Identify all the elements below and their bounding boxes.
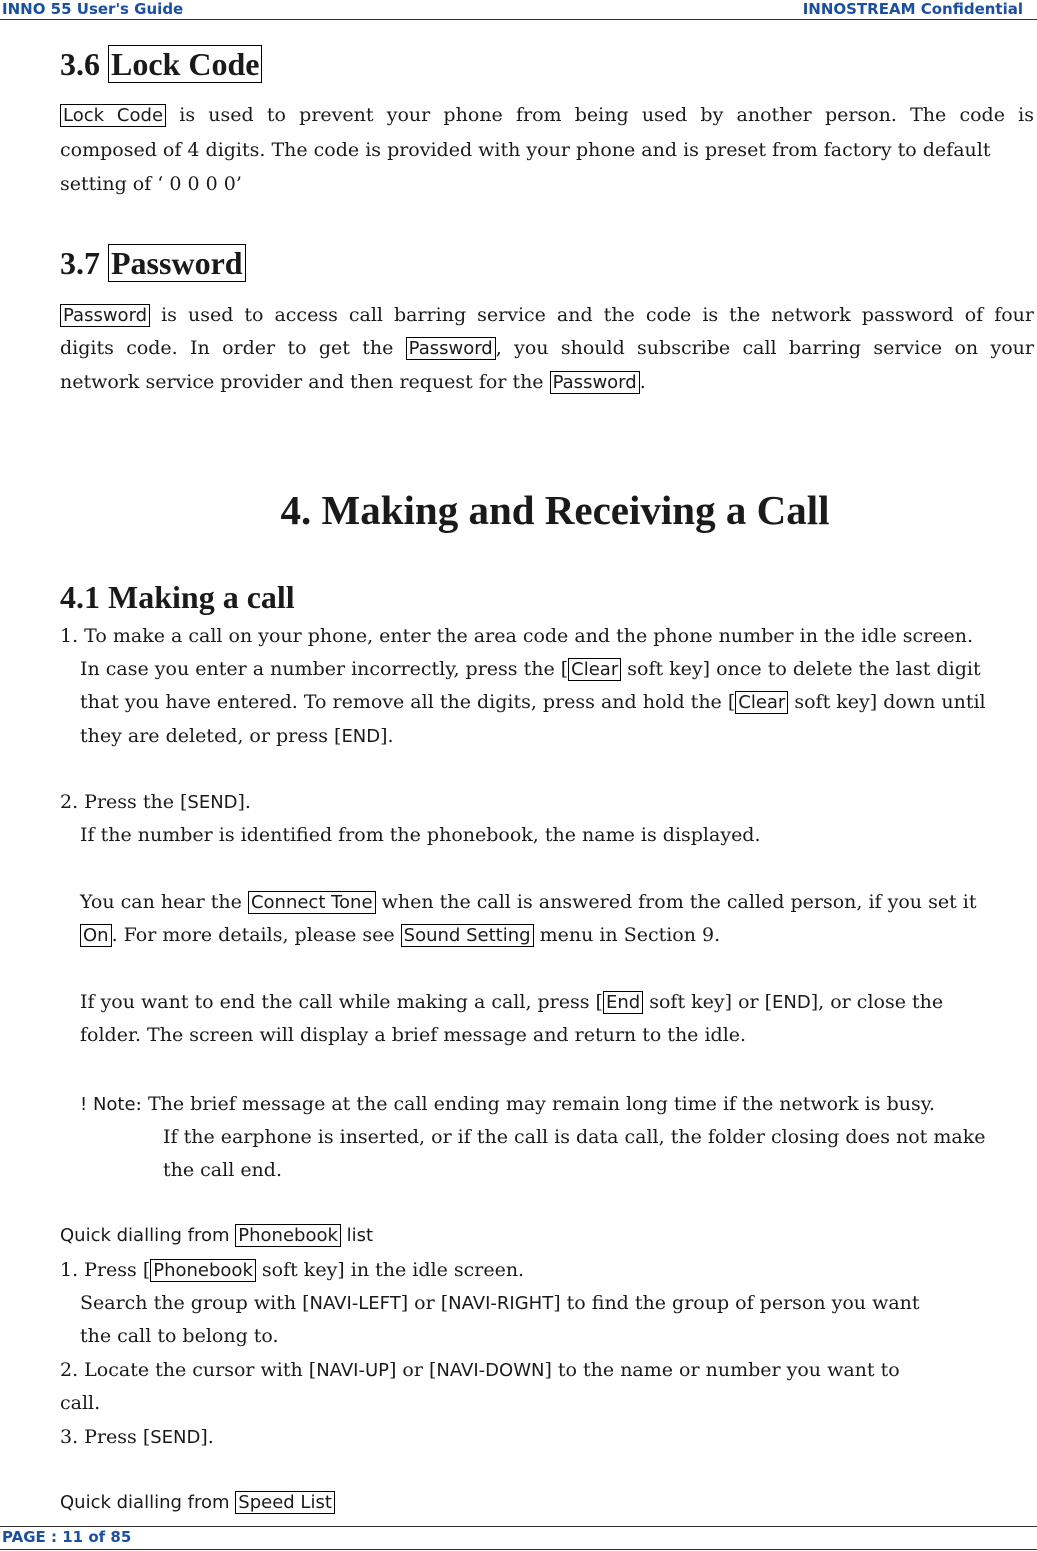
lock-code-term: Lock Code bbox=[108, 45, 262, 83]
clear-key-term: Clear bbox=[568, 658, 621, 681]
paragraph-line: If the number is identified from the phonebook, the name is displayed. bbox=[80, 824, 761, 846]
paragraph-line: Search the group with [NAVI-LEFT] or [NAVI-RIGHT] to find the group of person you want bbox=[80, 1292, 920, 1314]
section-3-7-heading: 3.7 Password bbox=[60, 243, 246, 283]
page-footer bbox=[0, 1526, 1037, 1550]
clear-key-term: Clear bbox=[735, 691, 788, 714]
page-number: PAGE : 11 of 85 bbox=[2, 1528, 132, 1546]
connect-tone-term: Connect Tone bbox=[248, 891, 376, 914]
paragraph-line: call. bbox=[60, 1392, 101, 1414]
subheading-quick-dialling-phonebook: Quick dialling from Phonebook list bbox=[60, 1225, 374, 1246]
section-3-6-heading: 3.6 Lock Code bbox=[60, 44, 262, 84]
note-line: the call end. bbox=[163, 1159, 283, 1181]
password-term: Password bbox=[108, 244, 246, 282]
subheading-quick-dialling-speed-list: Quick dialling from Speed List bbox=[60, 1490, 335, 1516]
end-key: END bbox=[772, 992, 811, 1013]
send-key: SEND bbox=[187, 792, 238, 813]
paragraph-line: composed of 4 digits. The code is provided with your phone and is preset from factory to default bbox=[60, 139, 991, 161]
send-key: SEND bbox=[150, 1427, 201, 1448]
paragraph-line: 3. Press [SEND]. bbox=[60, 1426, 214, 1448]
paragraph-line: If you want to end the call while making a call, press [ End soft key] or [END], or close the bbox=[80, 991, 944, 1013]
end-key: END bbox=[341, 726, 381, 747]
lock-code-term: Lock Code bbox=[60, 104, 166, 127]
navi-up-key: NAVI-UP bbox=[316, 1360, 389, 1381]
paragraph-line: You can hear the Connect Tone when the call is answered from the called person, if you set it bbox=[80, 891, 977, 913]
password-term: Password bbox=[550, 371, 640, 394]
paragraph-line: On . For more details, please see Sound Setting menu in Section 9. bbox=[80, 922, 720, 949]
page-header bbox=[0, 0, 1037, 20]
password-term: Password bbox=[60, 304, 150, 327]
paragraph-line: they are deleted, or press [END]. bbox=[80, 725, 394, 747]
paragraph-line: Lock Code is used to prevent your phone from being used by another person. The code is bbox=[60, 102, 1034, 129]
chapter-4-heading: 4. Making and Receiving a Call bbox=[280, 487, 830, 533]
paragraph-line: the call to belong to. bbox=[80, 1325, 279, 1347]
sound-setting-term: Sound Setting bbox=[401, 924, 534, 947]
speed-list-term: Speed List bbox=[235, 1491, 335, 1514]
note-label: ! Note bbox=[80, 1094, 136, 1115]
paragraph-line: network service provider and then request for the Password . bbox=[60, 371, 646, 393]
navi-down-key: NAVI-DOWN bbox=[436, 1360, 545, 1381]
end-softkey-term: End bbox=[603, 991, 643, 1014]
paragraph-line: In case you enter a number incorrectly, press the [ Clear soft key] once to delete the last digit bbox=[80, 658, 981, 680]
paragraph-line: that you have entered. To remove all the digits, press and hold the [ Clear soft key] down until bbox=[80, 691, 986, 713]
note-line: ! Note: The brief message at the call ending may remain long time if the network is busy. bbox=[80, 1093, 935, 1115]
paragraph-line: 2. Locate the cursor with [NAVI-UP] or [NAVI-DOWN] to the name or number you want to bbox=[60, 1359, 900, 1381]
paragraph-line: 2. Press the [SEND]. bbox=[60, 791, 251, 813]
paragraph-line: 1. Press [ Phonebook soft key] in the idle screen. bbox=[60, 1259, 525, 1281]
phonebook-term: Phonebook bbox=[235, 1224, 341, 1247]
navi-right-key: NAVI-RIGHT bbox=[448, 1293, 554, 1314]
phonebook-term: Phonebook bbox=[150, 1259, 256, 1282]
note-line: If the earphone is inserted, or if the call is data call, the folder closing does not make bbox=[163, 1126, 986, 1148]
paragraph-line: digits code. In order to get the Password , you should subscribe call barring service on your bbox=[60, 337, 1034, 359]
header-confidential: INNOSTREAM Confidential bbox=[802, 0, 1023, 18]
navi-left-key: NAVI-LEFT bbox=[309, 1293, 401, 1314]
paragraph-line: 1. To make a call on your phone, enter the area code and the phone number in the idle screen. bbox=[60, 625, 973, 647]
paragraph-line: setting of ‘ 0 0 0 0’ bbox=[60, 173, 242, 195]
paragraph-line: Password is used to access call barring service and the code is the network password of four bbox=[60, 302, 1034, 329]
paragraph-line: folder. The screen will display a brief message and return to the idle. bbox=[80, 1024, 747, 1046]
password-term: Password bbox=[406, 337, 496, 360]
header-doc-title: INNO 55 User's Guide bbox=[2, 0, 184, 18]
on-term: On bbox=[80, 924, 112, 947]
section-4-1-heading: 4.1 Making a call bbox=[60, 579, 295, 615]
